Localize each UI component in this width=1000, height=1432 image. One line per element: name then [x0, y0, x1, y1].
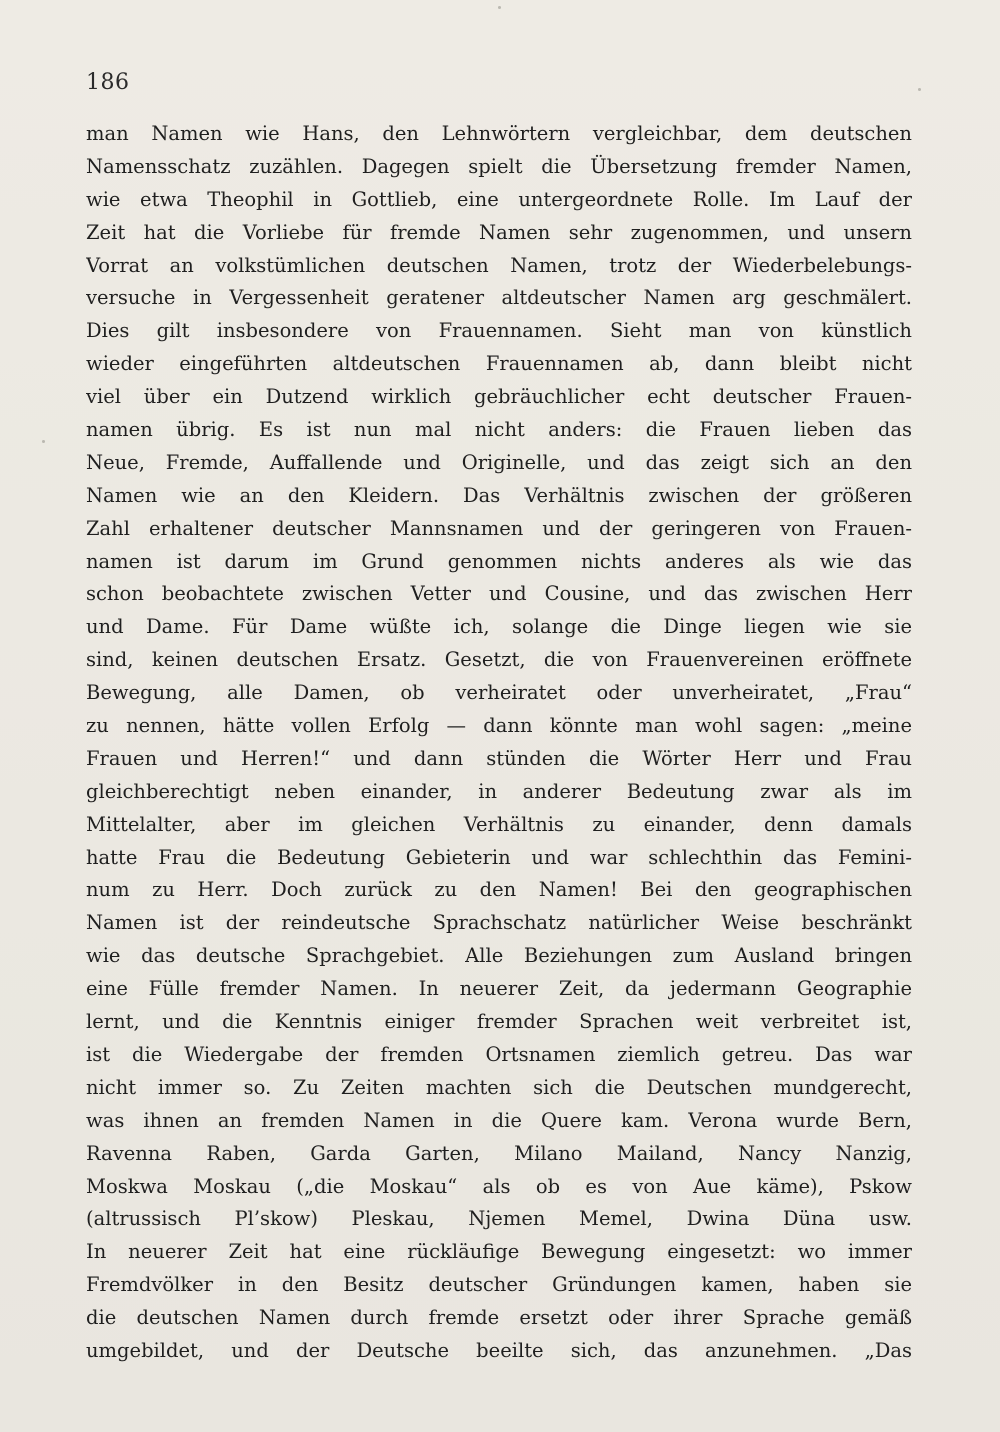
text-line: Neue, Fremde, Auffallende und Originelle, und das zeigt sich an den — [86, 450, 912, 474]
text-line: versuche in Vergessenheit geratener altdeutscher Namen arg geschmälert. — [86, 286, 912, 310]
text-line: Namensschatz zuzählen. Dagegen spielt die Übersetzung fremder Namen, — [86, 154, 912, 178]
text-line: nicht immer so. Zu Zeiten machten sich die Deutschen mundgerecht, — [86, 1075, 912, 1099]
text-line: sind, keinen deutschen Ersatz. Gesetzt, die von Frauenvereinen eröffnete — [86, 648, 912, 672]
text-line: Vorrat an volkstümlichen deutschen Namen, trotz der Wiederbelebungs- — [86, 253, 912, 277]
text-line: num zu Herr. Doch zurück zu den Namen! Bei den geographischen — [86, 878, 912, 902]
paper-speck — [42, 440, 45, 443]
text-line: wieder eingeführten altdeutschen Frauennamen ab, dann bleibt nicht — [86, 352, 912, 376]
text-line: und Dame. Für Dame wüßte ich, solange die Dinge liegen wie sie — [86, 615, 912, 639]
text-line: wie etwa Theophil in Gottlieb, eine untergeordnete Rolle. Im Lauf der — [86, 187, 912, 211]
text-line: ist die Wiedergabe der fremden Ortsnamen ziemlich getreu. Das war — [86, 1042, 912, 1066]
paper-speck — [498, 6, 501, 9]
text-line: Dies gilt insbesondere von Frauennamen. Sieht man von künstlich — [86, 319, 912, 343]
text-line: namen übrig. Es ist nun mal nicht anders: die Frauen lieben das — [86, 418, 912, 442]
text-line: gleichberechtigt neben einander, in anderer Bedeutung zwar als im — [86, 779, 912, 803]
text-line: Ravenna Raben, Garda Garten, Milano Mailand, Nancy Nanzig, — [86, 1141, 912, 1165]
text-line: namen ist darum im Grund genommen nichts anderes als wie das — [86, 549, 912, 573]
text-line: umgebildet, und der Deutsche beeilte sich, das anzunehmen. „Das — [86, 1338, 912, 1362]
text-line: Mittelalter, aber im gleichen Verhältnis zu einander, denn damals — [86, 812, 912, 836]
text-line: was ihnen an fremden Namen in die Quere kam. Verona wurde Bern, — [86, 1108, 912, 1132]
text-line: Fremdvölker in den Besitz deutscher Gründungen kamen, haben sie — [86, 1273, 912, 1297]
text-line: In neuerer Zeit hat eine rückläufige Bewegung eingesetzt: wo immer — [86, 1240, 912, 1264]
text-line: wie das deutsche Sprachgebiet. Alle Beziehungen zum Ausland bringen — [86, 944, 912, 968]
text-line: Moskwa Moskau („die Moskau“ als ob es von Aue käme), Pskow — [86, 1174, 912, 1198]
text-line: schon beobachtete zwischen Vetter und Cousine, und das zwischen Herr — [86, 582, 912, 606]
text-line: hatte Frau die Bedeutung Gebieterin und war schlechthin das Femini- — [86, 845, 912, 869]
text-line: lernt, und die Kenntnis einiger fremder Sprachen weit verbreitet ist, — [86, 1010, 912, 1034]
text-line: (altrussisch Pl’skow) Pleskau, Njemen Memel, Dwina Düna usw. — [86, 1207, 912, 1231]
text-line: viel über ein Dutzend wirklich gebräuchlicher echt deutscher Frauen- — [86, 385, 912, 409]
text-line: die deutschen Namen durch fremde ersetzt oder ihrer Sprache gemäß — [86, 1306, 912, 1330]
text-line: Namen ist der reindeutsche Sprachschatz natürlicher Weise beschränkt — [86, 911, 912, 935]
text-line: Zeit hat die Vorliebe für fremde Namen sehr zugenommen, und unsern — [86, 220, 912, 244]
text-line: zu nennen, hätte vollen Erfolg — dann könnte man wohl sagen: „meine — [86, 714, 912, 738]
text-line: Frauen und Herren!“ und dann stünden die Wörter Herr und Frau — [86, 746, 912, 770]
text-line: Zahl erhaltener deutscher Mannsnamen und der geringeren von Frauen- — [86, 516, 912, 540]
text-line: man Namen wie Hans, den Lehnwörtern vergleichbar, dem deutschen — [86, 122, 912, 145]
text-line: Namen wie an den Kleidern. Das Verhältnis zwischen der größeren — [86, 483, 912, 507]
text-line: Bewegung, alle Damen, ob verheiratet oder unverheiratet, „Frau“ — [86, 681, 912, 705]
text-line: eine Fülle fremder Namen. In neuerer Zeit, da jedermann Geographie — [86, 977, 912, 1001]
paper-speck — [918, 88, 921, 91]
page-number: 186 — [86, 70, 130, 95]
body-text — [86, 118, 912, 1368]
